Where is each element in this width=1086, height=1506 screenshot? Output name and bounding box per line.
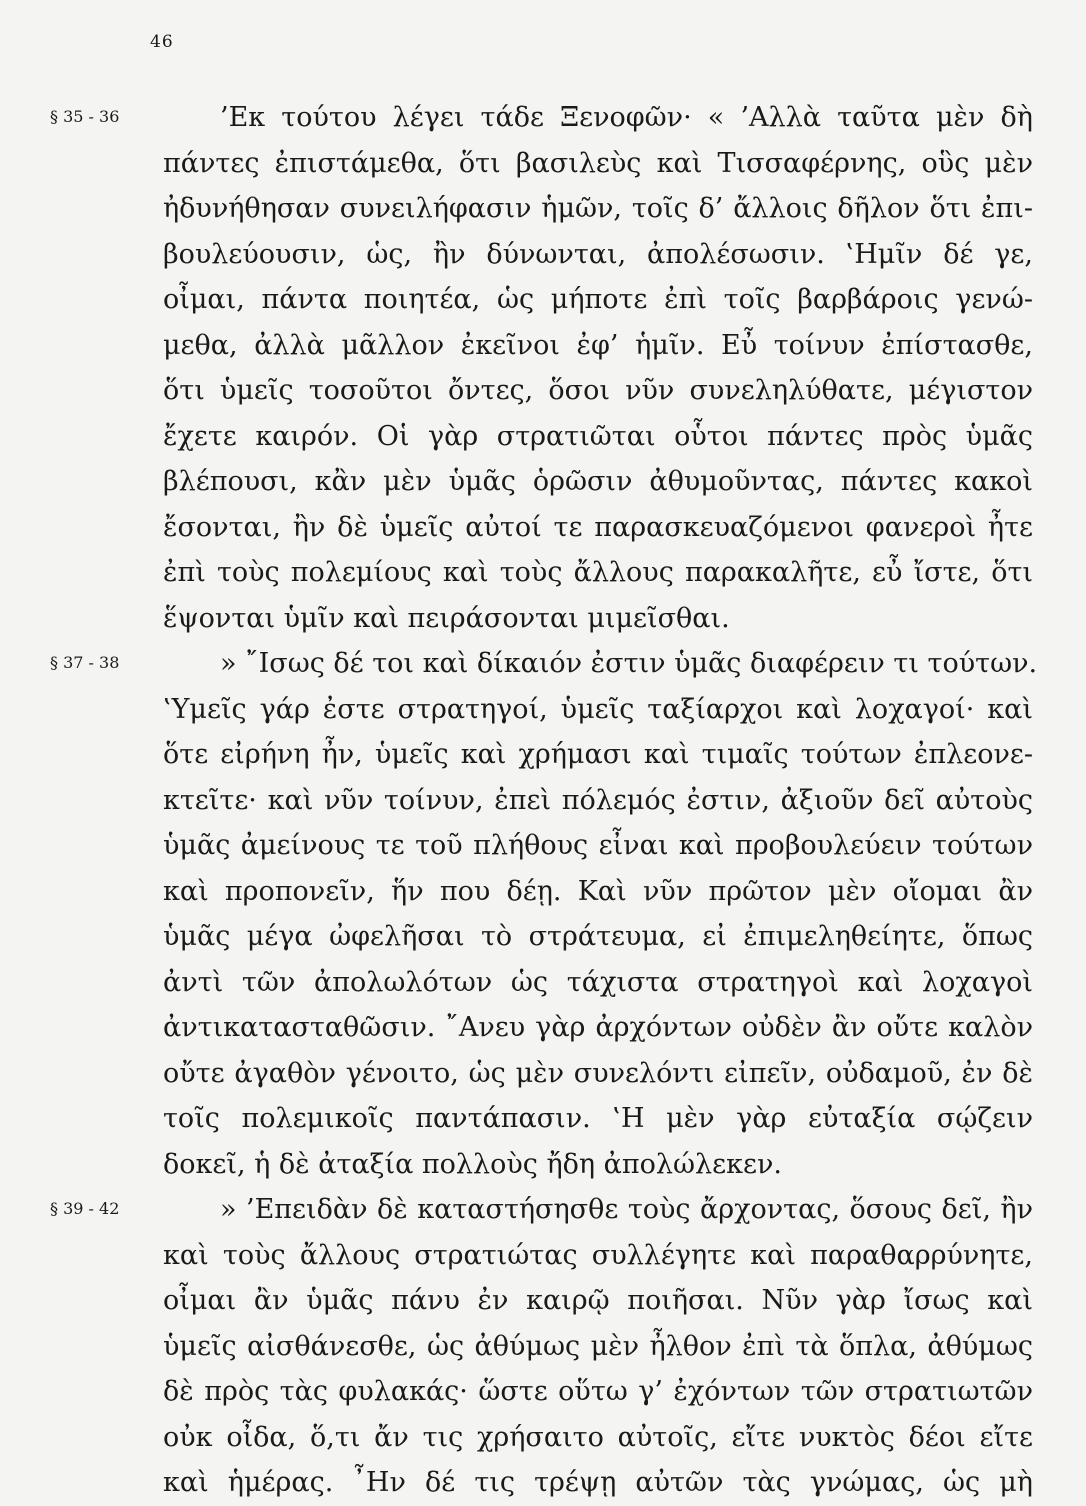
text-line: δοκεῖ, ἡ δὲ ἀταξία πολλοὺς ἤδη ἀπολώλεκεν. [163, 1148, 782, 1180]
text-line: ἕψονται ὑμῖν καὶ πειράσονται μιμεῖσθαι. [163, 602, 730, 634]
text-line: ‛Υμεῖς γάρ ἐστε στρατηγοί, ὑμεῖς ταξίαρχοι καὶ λοχαγοί· καὶ [163, 693, 1033, 725]
text-line: ’Εκ τούτου λέγει τάδε Ξενοφῶν· « ’Αλλὰ ταῦτα μὲν δὴ [220, 102, 1033, 133]
text-line: ἀντικατασταθῶσιν. ῎Ανευ γὰρ ἀρχόντων οὐδὲν ἂν οὔτε καλὸν [163, 1012, 1033, 1043]
text-line: καὶ τοὺς ἄλλους στρατιώτας συλλέγητε καὶ παραθαρρύνητε, [163, 1239, 1033, 1271]
text-line: δὲ πρὸς τὰς φυλακάς· ὥστε οὕτω γ’ ἐχόντων τῶν στρατιωτῶν [163, 1376, 1033, 1407]
text-line: ὅτι ὑμεῖς τοσοῦτοι ὄντες, ὅσοι νῦν συνεληλύθατε, μέγιστον [163, 375, 1033, 406]
text-line: κτεῖτε· καὶ νῦν τοίνυν, ἐπεὶ πόλεμός ἐστιν, ἀξιοῦν δεῖ αὐτοὺς [163, 784, 1033, 816]
text-line: οἶμαι, πάντα ποιητέα, ὡς μήποτε ἐπὶ τοῖς βαρβάροις γενώ- [163, 284, 1033, 315]
text-line: ἔσονται, ἢν δὲ ὑμεῖς αὐτοί τε παρασκευαζόμενοι φανεροὶ ἦτε [163, 511, 1033, 543]
text-line: » ῎Ισως δέ τοι καὶ δίκαιόν ἐστιν ὑμᾶς διαφέρειν τι τούτων. [220, 648, 1038, 679]
text-line: καὶ προπονεῖν, ἥν που δέῃ. Καὶ νῦν πρῶτον μὲν οἴομαι ἂν [163, 875, 1033, 907]
text-line: ἔχετε καιρόν. Οἱ γὰρ στρατιῶται οὗτοι πάντες πρὸς ὑμᾶς [163, 420, 1033, 452]
text-line: ἀντὶ τῶν ἀπολωλότων ὡς τάχιστα στρατηγοὶ καὶ λοχαγοὶ [163, 966, 1033, 998]
section-marker: § 37 - 38 [50, 653, 120, 672]
text-line: ἐπὶ τοὺς πολεμίους καὶ τοὺς ἄλλους παρακαλῆτε, εὖ ἴστε, ὅτι [163, 557, 1033, 588]
text-line: βλέπουσι, κἂν μὲν ὑμᾶς ὁρῶσιν ἀθυμοῦντας, πάντες κακοὶ [163, 466, 1033, 497]
text-line: βουλεύουσιν, ὡς, ἢν δύνωνται, ἀπολέσωσιν. ‛Ημῖν δέ γε, [163, 238, 1033, 270]
text-line: οὐκ οἶδα, ὅ,τι ἄν τις χρήσαιτο αὐτοῖς, εἴτε νυκτὸς δέοι εἴτε [163, 1421, 1033, 1453]
text-line: ἠδυνήθησαν συνειλήφασιν ἡμῶν, τοῖς δ’ ἄλλοις δῆλον ὅτι ἐπι- [163, 193, 1033, 224]
text-line: πάντες ἐπιστάμεθα, ὅτι βασιλεὺς καὶ Τισσαφέρνης, οὓς μὲν [163, 147, 1033, 179]
text-line: ὅτε εἰρήνη ἦν, ὑμεῖς καὶ χρήμασι καὶ τιμαῖς τούτων ἐπλεονε- [163, 739, 1033, 770]
text-line: οἶμαι ἂν ὑμᾶς πάνυ ἐν καιρῷ ποιῆσαι. Νῦν γὰρ ἴσως καὶ [163, 1285, 1033, 1316]
text-line: » ’Επειδὰν δὲ καταστήσησθε τοὺς ἄρχοντας, ὅσους δεῖ, ἢν [220, 1194, 1033, 1225]
text-line: ὑμᾶς μέγα ὠφελῆσαι τὸ στράτευμα, εἰ ἐπιμεληθείητε, ὅπως [163, 921, 1033, 952]
text-line: τοῖς πολεμικοῖς παντάπασιν. ‛Η μὲν γὰρ εὐταξία σῴζειν [163, 1103, 1033, 1134]
text-line: καὶ ἡμέρας. ῏Ην δέ τις τρέψῃ αὐτῶν τὰς γνώμας, ὡς μὴ [163, 1467, 1033, 1498]
text-line: ὑμεῖς αἰσθάνεσθε, ὡς ἀθύμως μὲν ἦλθον ἐπὶ τὰ ὅπλα, ἀθύμως [163, 1330, 1033, 1362]
page-number: 46 [150, 32, 174, 52]
text-line: οὔτε ἀγαθὸν γένοιτο, ὡς μὲν συνελόντι εἰπεῖν, οὐδαμοῦ, ἐν δὲ [163, 1057, 1033, 1089]
section-marker: § 39 - 42 [50, 1199, 120, 1218]
text-line: ὑμᾶς ἀμείνους τε τοῦ πλήθους εἶναι καὶ προβουλεύειν τούτων [163, 830, 1033, 861]
section-marker: § 35 - 36 [50, 107, 120, 126]
text-line: μεθα, ἀλλὰ μᾶλλον ἐκεῖνοι ἐφ’ ἡμῖν. Εὖ τοίνυν ἐπίστασθε, [163, 329, 1033, 361]
